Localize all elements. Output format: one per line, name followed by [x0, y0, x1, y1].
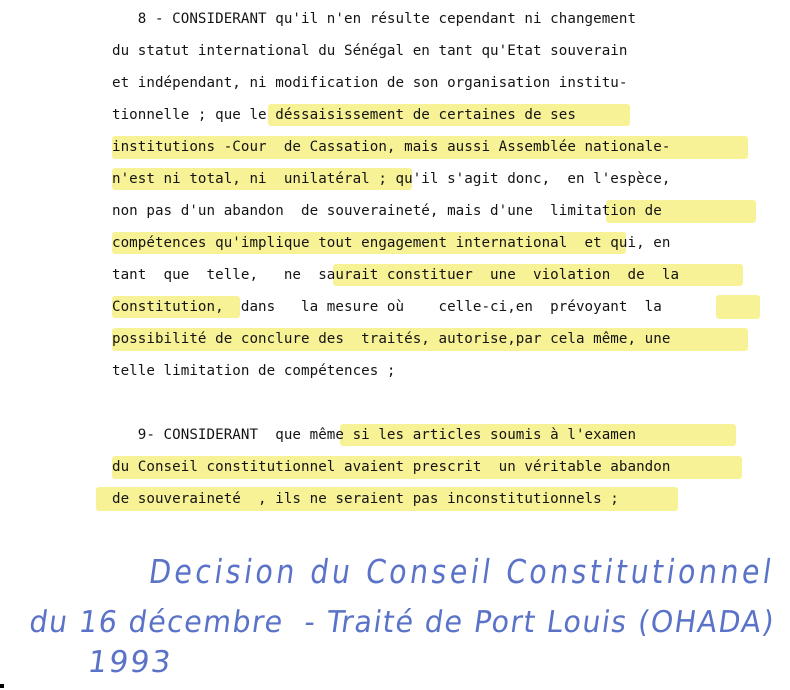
handwritten-line: du 16 décembre - Traité de Port Louis (OHADA): [27, 605, 778, 640]
text-line: de souveraineté , ils ne seraient pas inconstitutionnels ;: [112, 491, 619, 507]
text-line: n'est ni total, ni unilatéral ; qu'il s'agit donc, en l'espèce,: [112, 171, 671, 187]
scan-mark: [0, 684, 4, 688]
text-line: 8 - CONSIDERANT qu'il n'en résulte cependant ni changement: [112, 11, 637, 27]
text-line: du Conseil constitutionnel avaient prescrit un véritable abandon: [112, 459, 671, 475]
text-line: possibilité de conclure des traités, autorise,par cela même, une: [112, 331, 671, 347]
text-line: compétences qu'implique tout engagement international et qui, en: [112, 235, 671, 251]
text-line: du statut international du Sénégal en tant qu'Etat souverain: [112, 43, 628, 59]
text-line: Constitution, dans la mesure où celle-ci,en prévoyant la: [112, 299, 662, 315]
text-line: tant que telle, ne saurait constituer une violation de la: [112, 267, 680, 283]
text-line: telle limitation de compétences ;: [112, 363, 396, 379]
text-line: non pas d'un abandon de souveraineté, mais d'une limitation de: [112, 203, 662, 219]
text-line: et indépendant, ni modification de son organisation institu-: [112, 75, 628, 91]
handwritten-line: 1993: [85, 645, 175, 680]
text-line: institutions -Cour de Cassation, mais aussi Assemblée nationale-: [112, 139, 671, 155]
text-line: 9- CONSIDERANT que même si les articles soumis à l'examen: [112, 427, 637, 443]
text-line: tionnelle ; que le déssaisissement de certaines de ses: [112, 107, 576, 123]
highlight-mark: [716, 295, 760, 319]
handwritten-line: Decision du Conseil Constitutionnel: [146, 552, 778, 591]
